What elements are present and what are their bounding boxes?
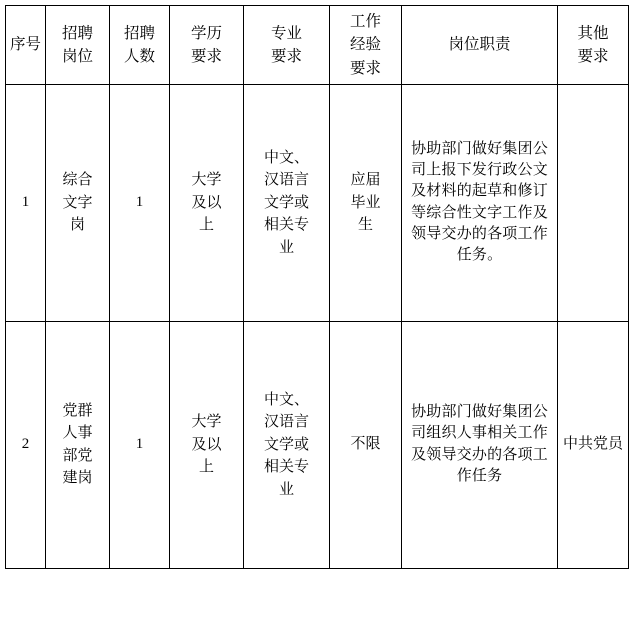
cell-major-text: 中文、汉语言文学或相关专业 bbox=[263, 149, 309, 256]
header-cell-experience bbox=[330, 6, 402, 85]
cell-index: 1 bbox=[6, 84, 46, 321]
cell-post-text: 党群人事部党建岗 bbox=[62, 402, 93, 487]
cell-major bbox=[244, 84, 330, 321]
cell-experience-text: 应届毕业生 bbox=[350, 172, 381, 233]
cell-experience bbox=[330, 84, 402, 321]
cell-headcount: 1 bbox=[110, 321, 170, 568]
header-label-other: 其他要求 bbox=[577, 24, 609, 65]
header-cell-other bbox=[558, 6, 629, 85]
recruitment-table bbox=[5, 5, 629, 569]
header-label-education: 学历要求 bbox=[190, 24, 222, 65]
header-label-post: 招聘岗位 bbox=[61, 24, 93, 65]
cell-major bbox=[244, 321, 330, 568]
header-label-headcount: 招聘人数 bbox=[123, 24, 155, 65]
cell-experience-text: 不限 bbox=[350, 436, 381, 453]
header-label-index: 序号 bbox=[9, 36, 41, 54]
table-header-row bbox=[6, 6, 629, 85]
cell-headcount: 1 bbox=[110, 84, 170, 321]
cell-other bbox=[558, 84, 629, 321]
cell-duties: 协助部门做好集团公司上报下发行政公文及材料的起草和修订等综合性文字工作及领导交办的各项工作任务。 bbox=[402, 84, 558, 321]
cell-education bbox=[170, 321, 244, 568]
cell-major-text: 中文、汉语言文学或相关专业 bbox=[263, 391, 309, 498]
cell-education-text: 大学及以上 bbox=[191, 172, 222, 233]
header-label-major: 专业要求 bbox=[270, 24, 302, 65]
cell-other bbox=[558, 321, 629, 568]
cell-experience bbox=[330, 321, 402, 568]
header-cell-index bbox=[6, 6, 46, 85]
cell-post bbox=[46, 84, 110, 321]
header-label-duties: 岗位职责 bbox=[448, 36, 511, 54]
table-row bbox=[6, 84, 629, 321]
table-row bbox=[6, 321, 629, 568]
cell-duties: 协助部门做好集团公司组织人事相关工作及领导交办的各项工作任务 bbox=[402, 321, 558, 568]
header-cell-post bbox=[46, 6, 110, 85]
header-label-experience: 工作经验要求 bbox=[349, 13, 381, 77]
cell-index: 2 bbox=[6, 321, 46, 568]
cell-other-text: 中共党员 bbox=[562, 436, 623, 453]
cell-education-text: 大学及以上 bbox=[191, 414, 222, 475]
cell-post-text: 综合文字岗 bbox=[62, 172, 93, 233]
header-cell-duties bbox=[402, 6, 558, 85]
header-cell-headcount bbox=[110, 6, 170, 85]
header-cell-education bbox=[170, 6, 244, 85]
header-cell-major bbox=[244, 6, 330, 85]
cell-education bbox=[170, 84, 244, 321]
cell-post bbox=[46, 321, 110, 568]
